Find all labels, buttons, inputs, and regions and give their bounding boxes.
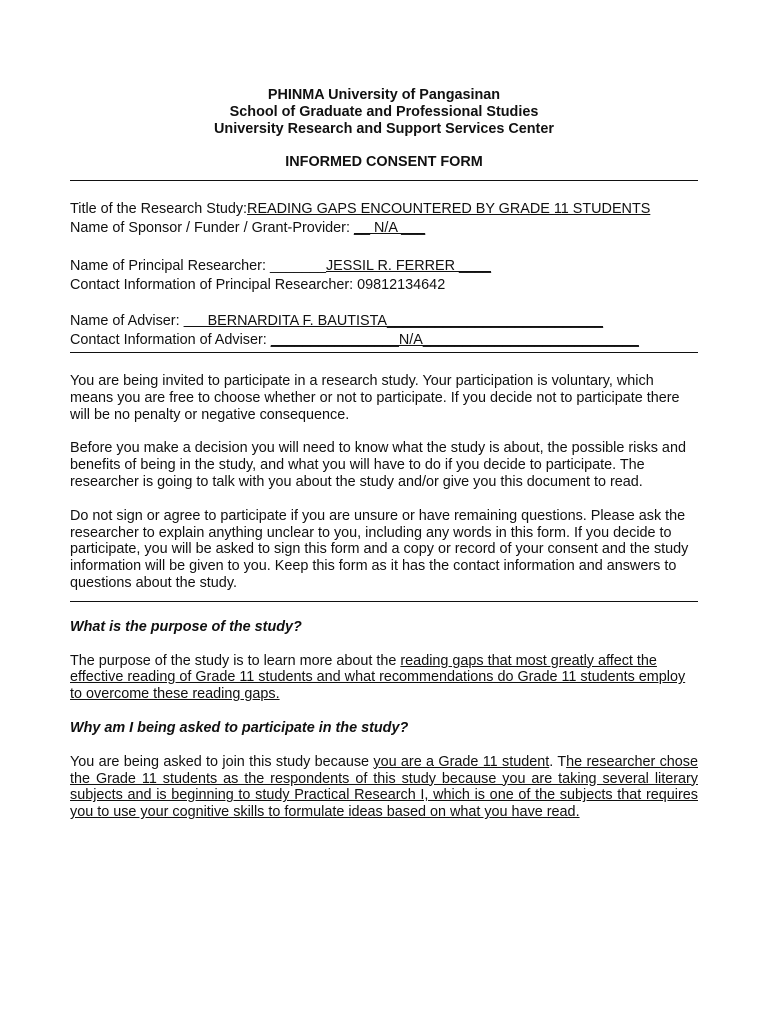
principal-researcher-line: [70, 258, 698, 275]
study-title-label: Title of the Research Study:: [70, 201, 248, 218]
adviser-line: [70, 313, 698, 330]
adviser-contact-line: [70, 332, 698, 349]
researcher-contact-line: [70, 277, 698, 294]
study-title-value: READING GAPS ENCOUNTERED BY GRADE 11 STUDENTS: [247, 201, 651, 218]
form-title: INFORMED CONSENT FORM: [285, 154, 483, 171]
adviser-contact-value: ________________N/A___________________________: [270, 332, 639, 349]
researcher-contact-value: 09812134642: [357, 276, 446, 293]
intro-paragraph-3: Do not sign or agree to participate if you are unsure or have remaining questions. Please ask the researcher to explain anything unclear to you, including any words in this form. If you decide to participate, you will be asked to sign this form and a copy or record of your consent and the study information will be given to you. Keep this form as it has the contact information and answers to questions about the study.: [70, 507, 689, 591]
purpose-lead: The purpose of the study is to learn more about the: [70, 652, 401, 669]
university-name: PHINMA University of Pangasinan: [267, 87, 501, 103]
school-name: School of Graduate and Professional Studies: [229, 103, 539, 120]
principal-researcher-value: JESSIL R. FERRER ____: [325, 257, 492, 274]
why-underlined-1: you are a Grade 11 student: [373, 753, 550, 770]
sponsor-line: [70, 220, 698, 237]
principal-researcher-label: Name of Principal Researcher: _______: [70, 257, 326, 274]
adviser-value: BERNARDITA F. BAUTISTA___________________________: [183, 313, 604, 330]
purpose-question: What is the purpose of the study?: [70, 618, 302, 635]
researcher-contact-label: Contact Information of Principal Researcher:: [70, 276, 358, 293]
center-name: University Research and Support Services Center: [214, 120, 554, 137]
purpose-answer: [70, 653, 698, 703]
study-title-line: [70, 201, 698, 218]
why-lead: You are being asked to join this study because: [70, 753, 374, 770]
adviser-contact-label: Contact Information of Adviser:: [70, 332, 271, 349]
why-underlined-2: he researcher chose the Grade 11 students as the respondents of this study because you are taking several literary subjects and is beginning to study Practical Research I, which is one of the subjects that requires you to use your cognitive skills to formulate ideas based on what you have read.: [70, 753, 698, 821]
sponsor-value: __ N/A ___: [353, 219, 426, 236]
adviser-label: Name of Adviser:: [70, 313, 184, 330]
purpose-underlined: reading gaps that most greatly affect the effective reading of Grade 11 students and what recommendations do Grade 11 students employ to overcome these reading gaps.: [70, 652, 686, 703]
why-mid: . T: [549, 753, 567, 770]
document-body: [70, 87, 698, 821]
why-question: Why am I being asked to participate in the study?: [70, 719, 409, 736]
intro-paragraph-1: You are being invited to participate in a research study. Your participation is voluntary, which means you are free to choose whether or not to participate. If you decide not to participate there will be no penalty or negative consequence.: [70, 372, 680, 423]
intro-paragraph-2: Before you make a decision you will need to know what the study is about, the possible risks and benefits of being in the study, and what you will have to do if you decide to participate. The researcher is going to talk with you about the study and/or give you this document to read.: [70, 440, 686, 490]
sponsor-label: Name of Sponsor / Funder / Grant-Provider:: [70, 219, 354, 236]
why-answer: [70, 754, 698, 821]
